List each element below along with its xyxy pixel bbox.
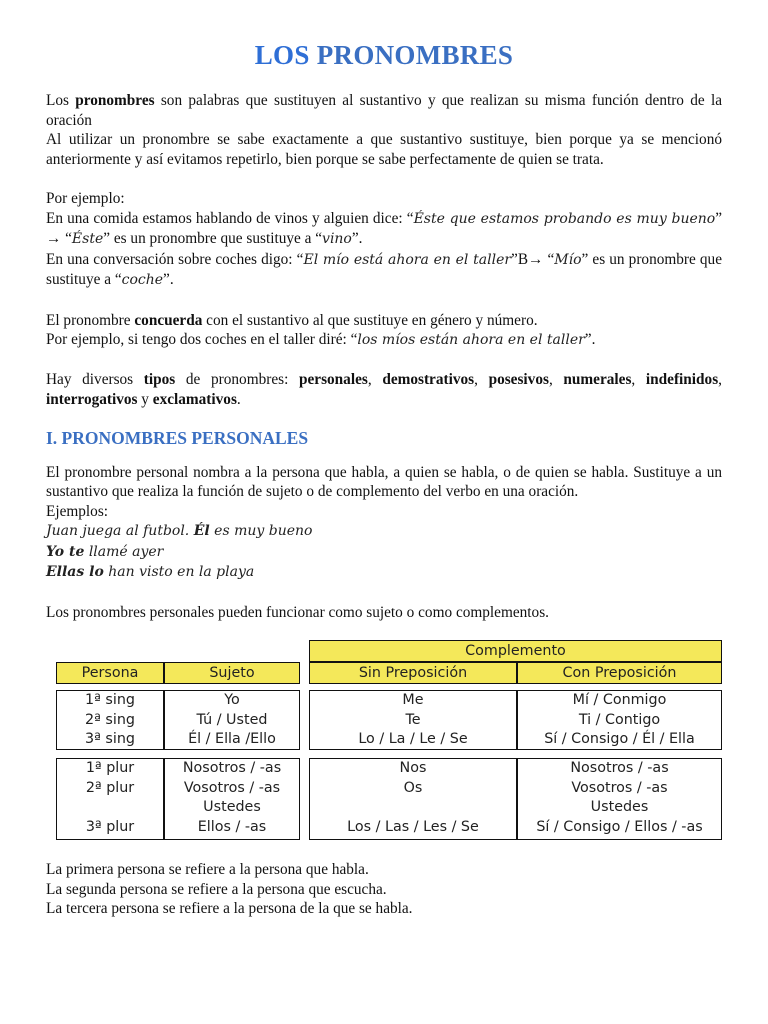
page-title [46, 40, 722, 71]
example-sentence-3: Ellas lo han visto en la playa [46, 564, 255, 581]
second-person-line: La segunda persona se refiere a la persona que escucha. [46, 880, 387, 898]
singular-sujeto: Yo Tú / Usted Él / Ella /Ello [164, 690, 300, 750]
types-paragraph: Hay diversos tipos de pronombres: personales, demostrativos, posesivos, numerales, indefinidos, interrogativos y exclamativos. [46, 371, 722, 408]
title-part-1: LOS [254, 40, 310, 70]
header-con-preposicion: Con Preposición [517, 662, 722, 684]
plural-sujeto: Nosotros / -as Vosotros / -as Ustedes Ellos / -as [164, 758, 300, 840]
table-intro: Los pronombres personales pueden funcionar como sujeto o como complementos. [46, 603, 549, 621]
intro-paragraph-2: Al utilizar un pronombre se sabe exactamente a que sustantivo sustituye, bien porque ya se mencionó anteriormente y así evitamos repetirlo, bien porque se sabe perfectamente de quien se trata. [46, 131, 722, 168]
complemento-header: Complemento [309, 640, 722, 662]
first-person-line: La primera persona se refiere a la persona que habla. [46, 861, 369, 879]
example-heading: Por ejemplo: [46, 189, 125, 207]
example-line-2: En una conversación sobre coches digo: “El mío está ahora en el taller”B→ “Mío” es un pronombre que sustituye a “coche”. [46, 250, 722, 289]
singular-sin-preposicion: Me Te Lo / La / Le / Se [309, 690, 517, 750]
examples-label: Ejemplos: [46, 502, 109, 520]
header-sin-preposicion: Sin Preposición [309, 662, 517, 684]
document-page [46, 40, 722, 919]
example-line-1: En una comida estamos hablando de vinos y alguien dice: “Éste que estamos probando es muy bueno” → “Éste” es un pronombre que sustituye a “vino”. [46, 209, 722, 248]
plural-persona: 1ª plur 2ª plur 3ª plur [56, 758, 164, 840]
plural-sin-preposicion: Nos Os Los / Las / Les / Se [309, 758, 517, 840]
plural-con-preposicion: Nosotros / -as Vosotros / -as Ustedes Sí / Consigo / Ellos / -as [517, 758, 722, 840]
header-sujeto: Sujeto [164, 662, 300, 684]
section-paragraph: El pronombre personal nombra a la persona que habla, a quien se habla, o de quien se habla. Sustituye a un sustantivo que realiza la función de sujeto o de complemento del verbo en una oración. [46, 463, 722, 501]
agreement-line-2: Por ejemplo, si tengo dos coches en el taller diré: “los míos están ahora en el taller”. [46, 331, 596, 349]
agreement-line-1: El pronombre concuerda con el sustantivo al que sustituye en género y número. [46, 311, 538, 329]
intro-paragraph-1: Los pronombres son palabras que sustituyen al sustantivo y que realizan su misma función dentro de la oración [46, 92, 722, 129]
title-part-2: PRONOMBRES [309, 40, 514, 70]
example-sentence-1: Juan juega al futbol. Él es muy bueno [46, 523, 313, 540]
pronoun-table [46, 640, 722, 846]
person-definitions [46, 860, 722, 919]
singular-con-preposicion: Mí / Conmigo Ti / Contigo Sí / Consigo / Él / Ella [517, 690, 722, 750]
third-person-line: La tercera persona se refiere a la persona de la que se habla. [46, 900, 413, 918]
example-sentence-2: Yo te llamé ayer [46, 543, 164, 560]
section-heading: I. PRONOMBRES PERSONALES [46, 427, 309, 448]
header-persona: Persona [56, 662, 164, 684]
singular-persona: 1ª sing 2ª sing 3ª sing [56, 690, 164, 750]
